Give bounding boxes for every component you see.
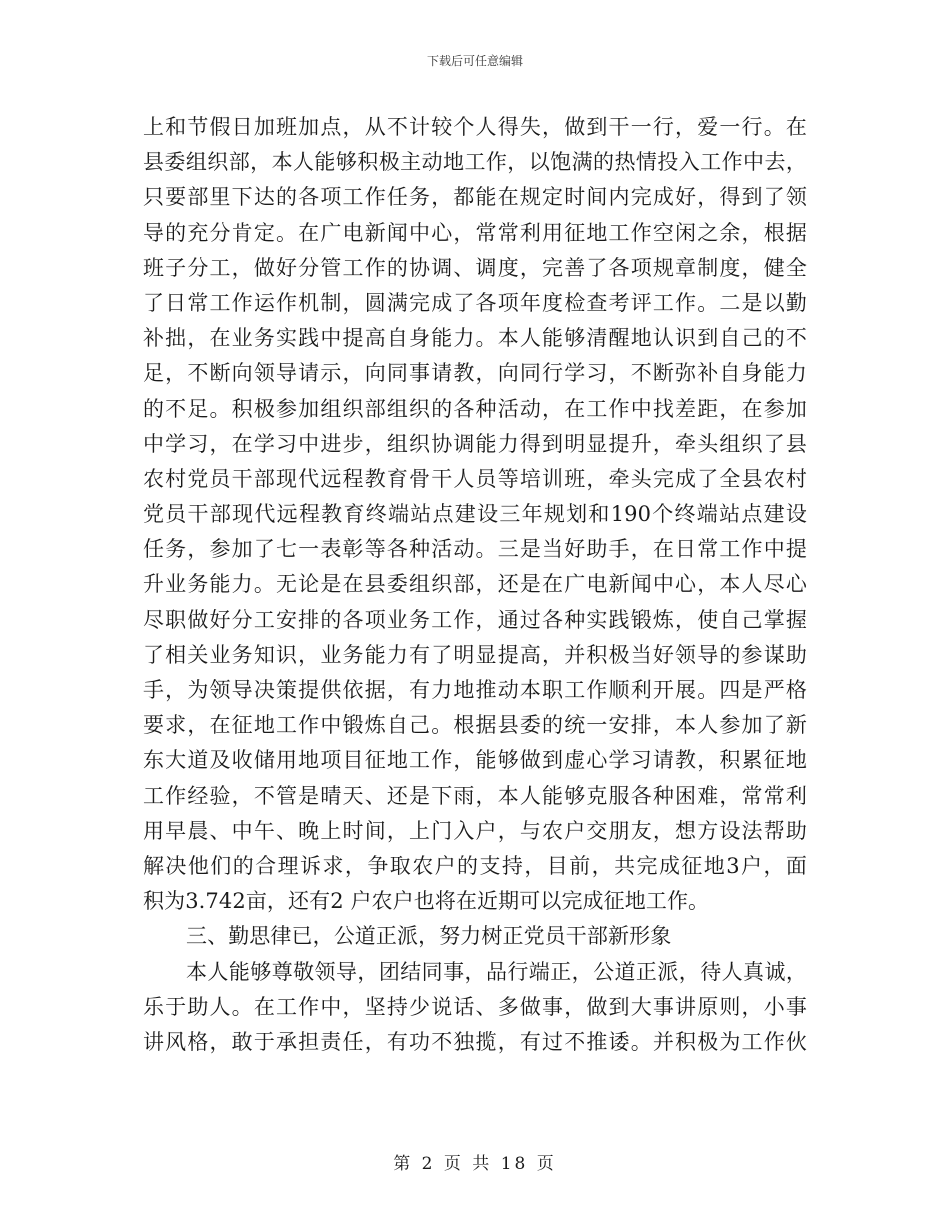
section-heading: 三、勤思律已，公道正派，努力树正党员干部新形象 (186, 924, 672, 949)
text-line: 要求，在征地工作中锻炼自己。根据县委的统一安排，本人参加了新 (143, 713, 807, 738)
text-line: 任务，参加了七一表彰等各种活动。三是当好助手，在日常工作中提 (143, 537, 807, 562)
text-line: 中学习，在学习中进步，组织协调能力得到明显提升，牵头组织了县 (143, 431, 807, 456)
text-line: 乐于助人。在工作中，坚持少说话、多做事，做到大事讲原则，小事 (143, 994, 807, 1019)
text-line: 了日常工作运作机制，圆满完成了各项年度检查考评工作。二是以勤 (143, 290, 807, 315)
text-line: 导的充分肯定。在广电新闻中心，常常利用征地工作空闲之余，根据 (143, 220, 807, 245)
text-line: 用早晨、中午、晚上时间，上门入户，与农户交朋友，想方设法帮助 (143, 818, 807, 843)
text-line: 本人能够尊敬领导，团结同事，品行端正，公道正派，待人真诚， (186, 959, 807, 984)
text-line: 上和节假日加班加点，从不计较个人得失，做到干一行，爱一行。在 (143, 115, 807, 139)
text-line: 积为3.742亩，还有2 户农户也将在近期可以完成征地工作。 (143, 889, 710, 914)
text-line: 班子分工，做好分管工作的协调、调度，完善了各项规章制度，健全 (143, 255, 807, 280)
text-line: 手，为领导决策提供依据，有力地推动本职工作顺利开展。四是严格 (143, 678, 807, 702)
text-line: 的不足。积极参加组织部组织的各种活动，在工作中找差距，在参加 (143, 396, 807, 421)
text-line: 了相关业务知识，业务能力有了明显提高，并积极当好领导的参谋助 (143, 642, 807, 667)
text-line: 讲风格，敢于承担责任，有功不独揽，有过不推诿。并积极为工作伙 (143, 1029, 807, 1054)
text-line: 农村党员干部现代远程教育骨干人员等培训班，牵头完成了全县农村 (143, 466, 807, 491)
text-line: 升业务能力。无论是在县委组织部，还是在广电新闻中心，本人尽心 (143, 572, 807, 597)
page-number: 第 2 页 共 18 页 (393, 1154, 557, 1174)
page-header: 下载后可任意编辑 (426, 54, 523, 68)
text-line: 尽职做好分工安排的各项业务工作，通过各种实践锻炼，使自己掌握 (143, 607, 807, 632)
text-line: 东大道及收储用地项目征地工作，能够做到虚心学习请教，积累征地 (143, 748, 807, 773)
text-line: 党员干部现代远程教育终端站点建设三年规划和190个终端站点建设 (143, 502, 807, 527)
text-line: 足，不断向领导请示，向同事请教，向同行学习，不断弥补自身能力 (143, 361, 807, 386)
text-line: 补拙，在业务实践中提高自身能力。本人能够清醒地认识到自己的不 (143, 326, 807, 351)
text-line: 只要部里下达的各项工作任务，都能在规定时间内完成好，得到了领 (143, 185, 807, 210)
text-line: 县委组织部，本人能够积极主动地工作，以饱满的热情投入工作中去， (143, 150, 807, 175)
text-line: 解决他们的合理诉求，争取农户的支持，目前，共完成征地3户，面 (143, 853, 807, 878)
text-line: 工作经验，不管是晴天、还是下雨，本人能够克服各种困难，常常利 (143, 783, 807, 808)
document-body (143, 110, 807, 1060)
